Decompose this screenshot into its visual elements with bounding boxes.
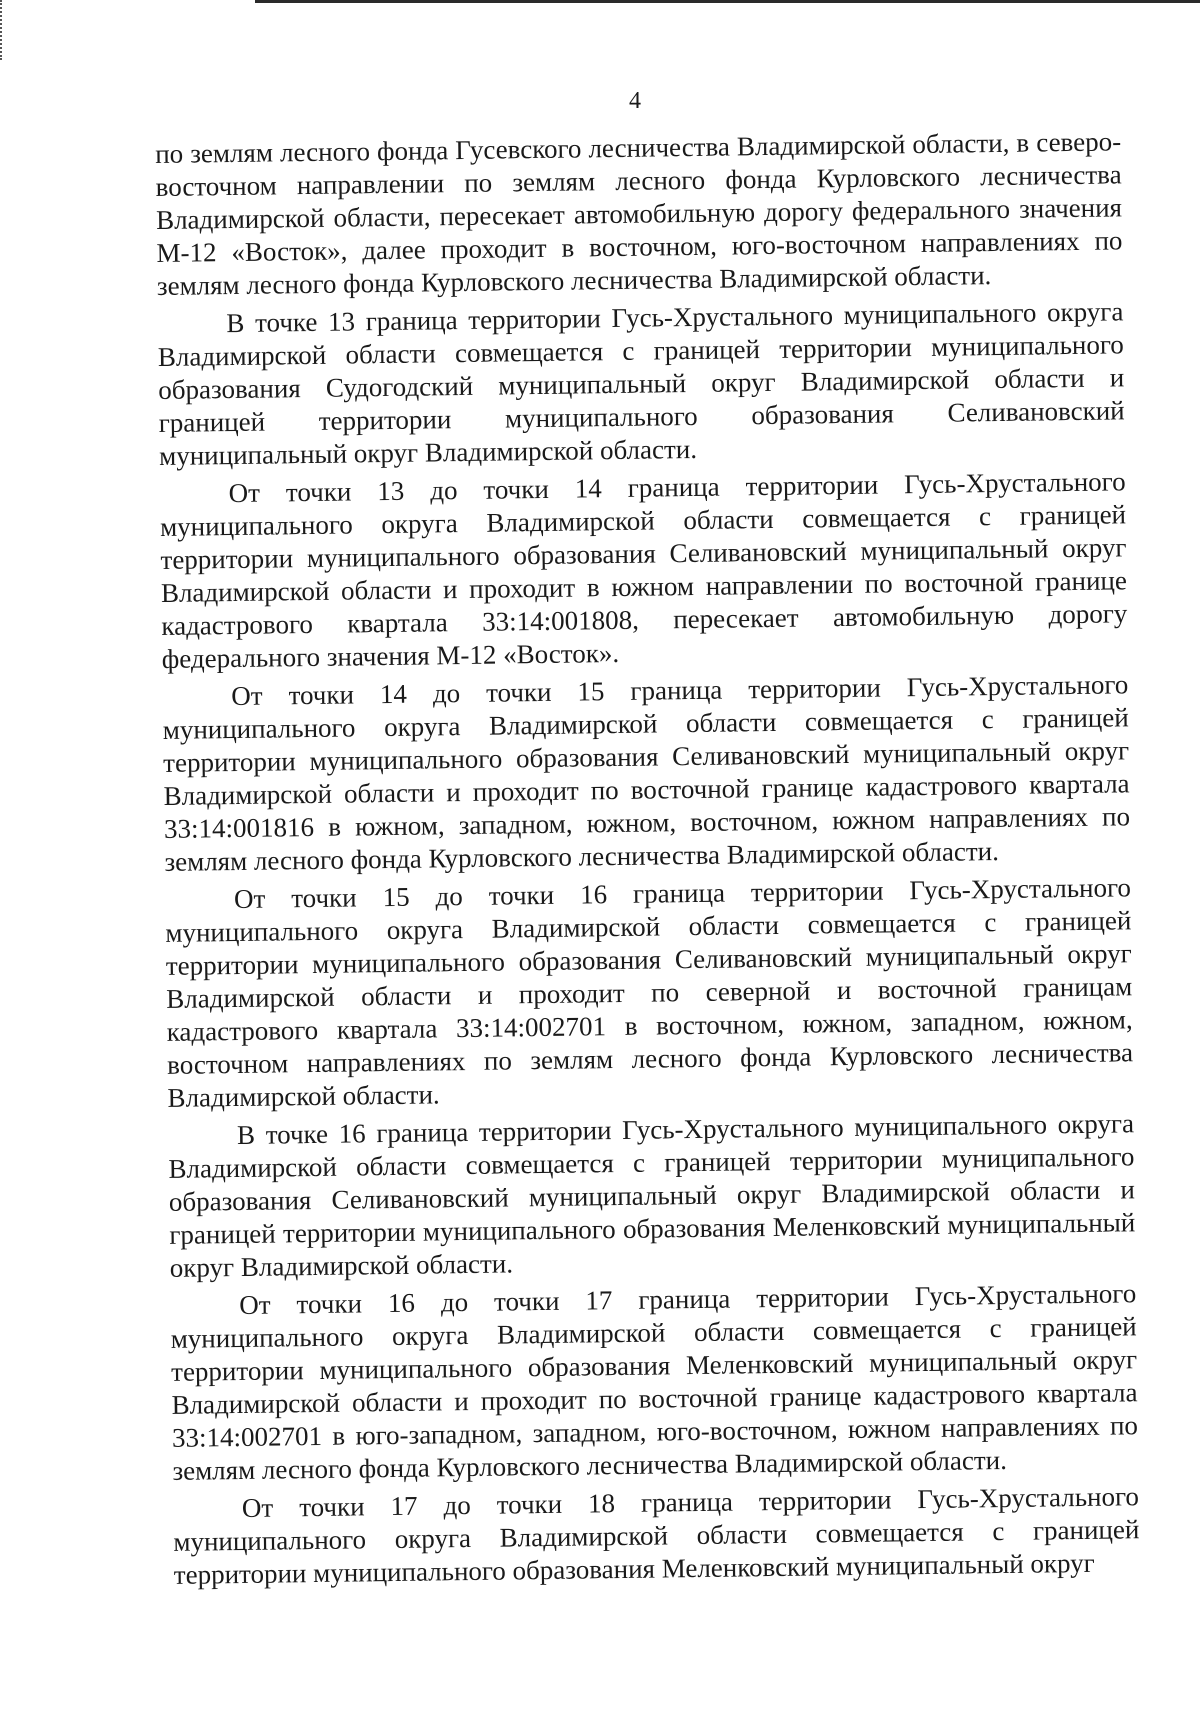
paragraph-point-13: В точке 13 граница территории Гусь-Хрустального муниципального округа Владимирской области совмещается с границей территории муниципального образования Судогодский муниципальный округ Владимирской области и границей территории муниципального образования Селивановский муниципальный округ Владимирской области. — [157, 296, 1125, 471]
paragraph-points-17-18: От точки 17 до точки 18 граница территории Гусь-Хрустального муниципального округа Владимирской области совмещается с границей территории муниципального образования Меленковский муниципальный округ — [173, 1481, 1140, 1590]
paragraph-points-13-14: От точки 13 до точки 14 граница территории Гусь-Хрустального муниципального округа Владимирской области совмещается с границей территории муниципального образования Селивановский муниципальный округ Владимирской области и проходит в южном направлении по восточной границе кадастрового квартала 33:14:001808, пересекает автомобильную дорогу федерального значения М-12 «Восток». — [159, 466, 1128, 674]
paragraph-points-16-17: От точки 16 до точки 17 граница территории Гусь-Хрустального муниципального округа Владимирской области совмещается с границей территории муниципального образования Меленковский муниципальный округ Владимирской области и проходит по восточной границе кадастрового квартала 33:14:002701 в юго-западном, западном, юго-восточном, южном направлениях по землям лесного фонда Курловского лесничества Владимирской области. — [170, 1278, 1139, 1486]
paragraph-points-15-16: От точки 15 до точки 16 граница территории Гусь-Хрустального муниципального округа Владимирской области совмещается с границей территории муниципального образования Селивановский муниципальный округ Владимирской области и проходит по северной и восточной границам кадастрового квартала 33:14:002701 в восточном, южном, западном, южном, восточном направлениях по землям лесного фонда Курловского лесничества Владимирской области. — [165, 872, 1134, 1113]
page-number: 4 — [629, 88, 641, 114]
paragraph-points-14-15: От точки 14 до точки 15 граница территории Гусь-Хрустального муниципального округа Владимирской области совмещается с границей территории муниципального образования Селивановский муниципальный округ Владимирской области и проходит по восточной границе кадастрового квартала 33:14:001816 в южном, западном, южном, восточном, южном направлениях по землям лесного фонда Курловского лесничества Владимирской области. — [162, 669, 1131, 877]
top-border-line — [255, 0, 1200, 3]
document-body — [155, 125, 1140, 1597]
paragraph-continuation: по землям лесного фонда Гусевского лесничества Владимирской области, в северо-восточном направлении по землям лесного фонда Курловского лесничества Владимирской области, пересекает автомобильную дорогу федерального значения М-12 «Восток», далее проходит в восточном, юго-восточном направлениях по землям лесного фонда Курловского лесничества Владимирской области. — [155, 126, 1123, 301]
scan-edge-marks — [0, 0, 5, 60]
paragraph-point-16: В точке 16 граница территории Гусь-Хрустального муниципального округа Владимирской области совмещается с границей территории муниципального образования Селивановский муниципальный округ Владимирской области и границей территории муниципального образования Меленковский муниципальный округ Владимирской области. — [168, 1108, 1136, 1283]
